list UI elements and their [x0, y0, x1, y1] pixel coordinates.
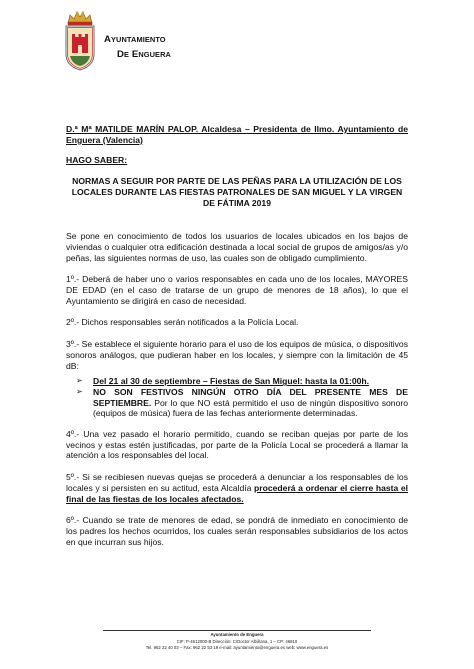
arrow-bullet-icon: ➢	[76, 386, 83, 396]
spacer	[66, 145, 408, 155]
schedule-item-bold-text: NO SON FESTIVOS NINGÚN OTRO DÍA DEL PRESENTE MES DE SEPTIEMBRE.	[93, 386, 408, 408]
rule-5-text: 5º.- Si se recibiesen nuevas quejas se procederá a denunciar a los responsables de los locales y si persisten en su actitud, esta Alcaldía	[66, 472, 408, 493]
spacer	[66, 166, 408, 176]
footer-divider	[103, 630, 371, 631]
page-footer	[60, 632, 414, 652]
rule-5-paragraph	[66, 472, 408, 504]
organization-name	[104, 32, 171, 62]
rule-2-paragraph: 2º.- Dichos responsables serán notificados a la Policía Local.	[66, 317, 299, 328]
spacer	[66, 263, 408, 274]
arrow-bullet-icon: ➢	[76, 376, 83, 386]
rule-6-paragraph: 6º.- Cuando se trate de menores de edad, se pondrá de inmediato en conocimiento de los padres los hechos ocurridos, los cuales serán responsables subsidiarios de los actos en que incurran sus hijos.	[66, 515, 408, 547]
document-body	[66, 124, 408, 547]
spacer	[66, 208, 408, 231]
spacer	[66, 419, 408, 429]
footer-address: CIF: P-4612000-B Dirección: C/Doctor Albiñana, 1 – CP: 46810	[176, 638, 298, 644]
rule-4-paragraph: 4º.- Una vez pasado el horario permitido, cuando se reciban quejas por parte de los vecinos y estas estén justificadas, por parte de la Policía Local se procederá a llamar la atención a los responsables del local.	[66, 429, 408, 461]
rule-3-paragraph: 3º.- Se establece el siguiente horario para el uso de los equipos de música, o dispositivos sonoros análogos, que pudieran haber en los locales, y siempre con la limitación de 45 dB:	[66, 339, 408, 371]
document-title: NORMAS A SEGUIR POR PARTE DE LAS PEÑAS PARA LA UTILIZACIÓN DE LOS LOCALES DURANTE LAS FIESTAS PATRONALES DE SAN MIGUEL Y LA VIRGEN DE FÁTIMA 2019	[71, 176, 403, 208]
organization-line-2: DE ENGUERA	[117, 49, 171, 60]
list-item	[66, 376, 408, 387]
schedule-list	[66, 376, 408, 419]
intro-paragraph: Se pone en conocimiento de todos los usuarios de locales ubicados en los bajos de viviendas o cualquier otra edificación destinada a local social de grupos de amigos/as y/o peñas, las siguientes normas de uso, las cuales son de obligado cumplimiento.	[66, 231, 408, 263]
footer-heading: Ayuntamiento de Enguera	[210, 632, 264, 637]
footer-contact: Tel. 962 22 40 03 – Fax: 962 22 53 19 e-mail: ayuntamiento@enguera.es web: www.enguera.es	[145, 645, 329, 651]
rule-1-paragraph: 1º.- Deberá de haber uno o varios responsables en cada uno de los locales, MAYORES DE EDAD (en el caso de tratarse de un grupo de menores de 18 años), lo que el Ayuntamiento se dirigirá en caso de necesidad.	[66, 274, 408, 306]
rule-5-bold-text: procederá a ordenar el cierre hasta el final de las fiestas de los locales afectados.	[66, 482, 409, 504]
spacer	[66, 504, 408, 515]
addressee: D.ª Mª MATILDE MARÍN PALOP. Alcaldesa – Presidenta de Ilmo. Ayuntamiento de Enguera (Valencia)	[66, 124, 408, 145]
spacer	[66, 461, 408, 472]
schedule-item-text: Del 21 al 30 de septiembre – Fiestas de San Miguel: hasta la 01:00h.	[93, 376, 370, 387]
spacer	[66, 328, 408, 339]
organization-line-1: AYUNTAMIENTO	[104, 34, 166, 45]
letterhead	[62, 10, 262, 72]
spacer	[66, 306, 408, 317]
schedule-item-text: Por lo que NO está permitido el uso de ningún dispositivo sonoro (equipos de música) fuera de las fechas anteriormente determinadas.	[93, 397, 408, 419]
list-item	[66, 387, 408, 419]
hago-saber-heading: HAGO SABER:	[66, 155, 128, 166]
coat-of-arms-icon	[62, 10, 98, 72]
